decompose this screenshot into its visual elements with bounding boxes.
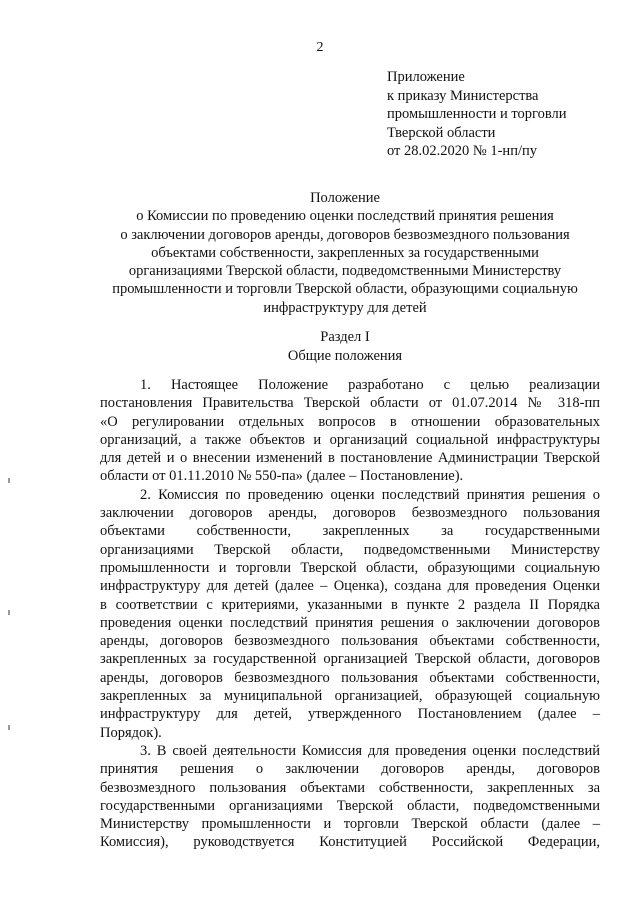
document-body xyxy=(100,376,600,852)
text-line: для детей и о внесении изменений в постановление Администрации Тверской xyxy=(100,450,600,467)
title-line: о заключении договоров аренды, договоров безвозмездного пользования xyxy=(120,226,570,243)
text-line: промышленности и торговли Тверской области, образующими социальную xyxy=(100,559,600,576)
section-name: Общие положения xyxy=(287,348,403,364)
scan-margin-mark xyxy=(8,610,10,615)
text-line: объектами собственности, закрепленных за государственными xyxy=(100,523,600,540)
text-line: Министерству промышленности и торговли Тверской области (далее – xyxy=(100,816,600,833)
text-line: аренды, договоров безвозмездного пользования объектами собственности, xyxy=(100,633,600,650)
text-line: организаций, а также объектов и организаций социальной инфраструктуры xyxy=(100,431,600,448)
text-line: инфраструктуру для детей, утвержденного Постановлением (далее – xyxy=(100,706,600,723)
appendix-line: к приказу Министерства xyxy=(387,87,539,104)
appendix-header xyxy=(387,68,607,161)
text-line: закрепленных за государственной организацией Тверской области, договоров xyxy=(100,651,600,668)
text-line: закрепленных за муниципальной организацией, образующей социальную xyxy=(100,688,600,705)
text-line: государственными организациями Тверской области, подведомственными xyxy=(100,797,600,814)
text-line: безвозмездного пользования объектами собственности, закрепленных за xyxy=(100,779,600,796)
text-line: «О регулировании отдельных вопросов в отношении образовательных xyxy=(100,413,600,430)
text-line: в соответствии с критериями, указанными в пункте 2 раздела II Порядка xyxy=(100,596,600,613)
text-line: 3. В своей деятельности Комиссия для проведения оценки последствий xyxy=(140,742,600,759)
text-line: Порядок). xyxy=(100,724,162,741)
scan-margin-mark xyxy=(8,478,10,483)
title-line: о Комиссии по проведению оценки последствий принятия решения xyxy=(136,208,554,225)
title-line: организациями Тверской области, подведомственными Министерству xyxy=(128,263,562,280)
text-line: заключении договоров аренды, договоров безвозмездного пользования xyxy=(100,505,600,522)
title-line: промышленности и торговли Тверской области, образующими социальную xyxy=(112,281,578,298)
paragraph-3 xyxy=(100,742,600,852)
appendix-line: от 28.02.2020 № 1-нп/пу xyxy=(387,143,537,159)
text-line: 1. Настоящее Положение разработано с целью реализации xyxy=(140,377,600,393)
section-number: Раздел I xyxy=(320,329,370,345)
paragraph-1 xyxy=(100,376,600,486)
appendix-line: Тверской области xyxy=(387,124,496,141)
text-line: Комиссия), руководствуется Конституцией Российской Федерации, xyxy=(100,834,600,851)
page-number: 2 xyxy=(316,40,324,55)
appendix-line: Приложение xyxy=(387,69,465,85)
text-line: принятия решения о заключении договоров аренды, договоров xyxy=(100,761,600,778)
title-line: инфраструктуру для детей xyxy=(263,299,427,316)
appendix-line: промышленности и торговли xyxy=(387,106,567,122)
scan-margin-mark xyxy=(8,725,10,730)
text-line: постановления Правительства Тверской области от 01.07.2014 № 318-пп xyxy=(100,395,600,412)
title-line: Положение xyxy=(310,190,380,206)
text-line: 2. Комиссия по проведению оценки последствий принятия решения о xyxy=(140,486,600,503)
text-line: аренды, договоров безвозмездного пользования объектами собственности, xyxy=(100,669,600,686)
section-heading xyxy=(90,328,600,366)
text-line: организациями Тверской области, подведомственными Министерству xyxy=(100,541,600,558)
text-line: инфраструктуру для детей (далее – Оценка), создана для проведения Оценки xyxy=(100,578,600,595)
text-line: проведения оценки последствий принятия решения о заключении договоров xyxy=(100,614,600,631)
paragraph-2 xyxy=(100,486,600,742)
text-line: области от 01.11.2010 № 550-па» (далее – Постановление). xyxy=(100,468,464,485)
title-line: объектами собственности, закрепленных за государственными xyxy=(151,244,539,261)
document-title xyxy=(90,189,600,317)
